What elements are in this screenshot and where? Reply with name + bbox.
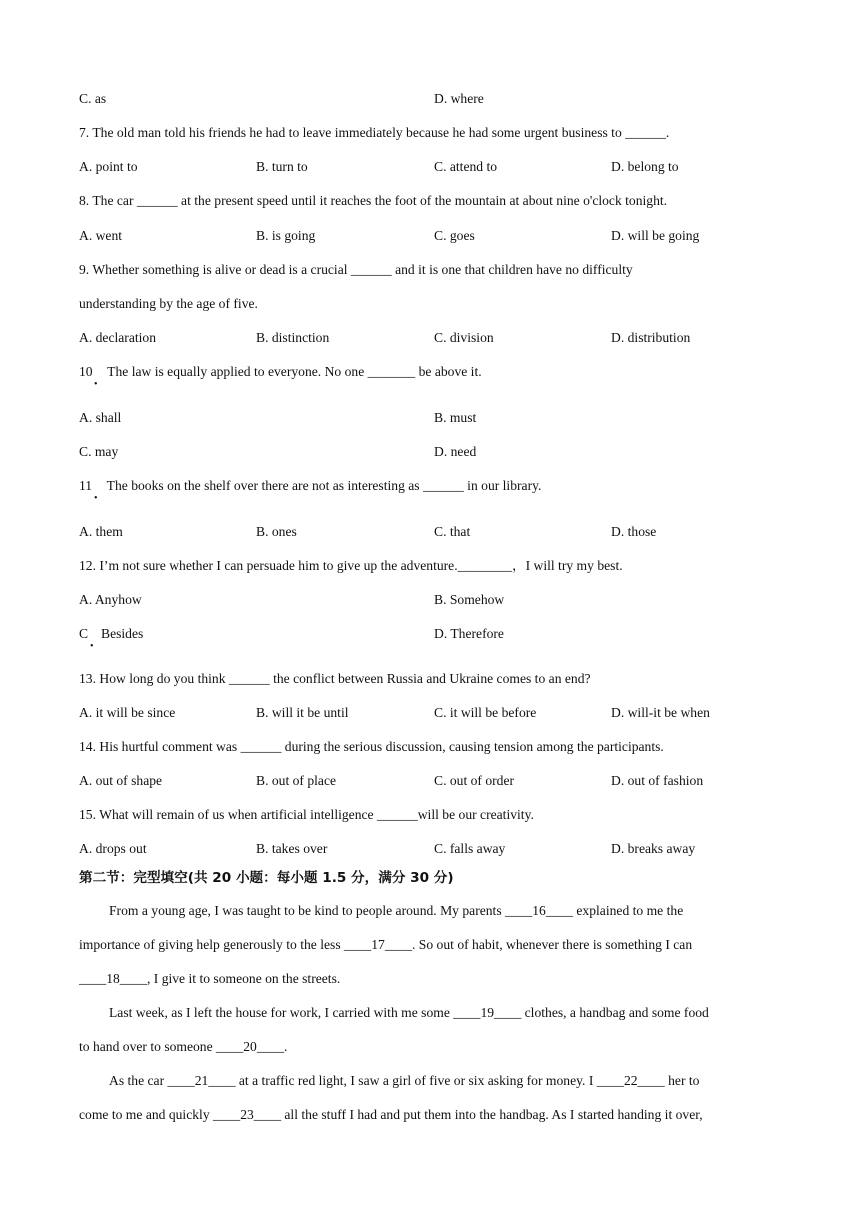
passage-line: importance of giving help generously to the less ____17____. So out of habit, whenever there is something I can bbox=[79, 937, 693, 952]
q15-option-c: C. falls away bbox=[434, 841, 506, 856]
q15-option-d: D. breaks away bbox=[611, 841, 696, 856]
q15-option-a: A. drops out bbox=[79, 841, 147, 856]
passage-line: From a young age, I was taught to be kind to people around. My parents ____16____ explained to me the bbox=[109, 903, 684, 918]
q11-option-d: D. those bbox=[611, 524, 657, 539]
q14-option-a: A. out of shape bbox=[79, 773, 163, 788]
q10-options-row2 bbox=[79, 443, 799, 460]
q11-option-a: A. them bbox=[79, 524, 123, 539]
blank-19: ____19____ bbox=[453, 1005, 522, 1020]
q6-options bbox=[79, 90, 799, 107]
q12-stem: 12. I’m not sure whether I can persuade him to give up the adventure.________，I will try my best. bbox=[79, 558, 623, 573]
q7-option-a: A. point to bbox=[79, 159, 138, 174]
q7-option-d: D. belong to bbox=[611, 159, 679, 174]
q12-option-d: D. Therefore bbox=[434, 626, 504, 641]
q14-option-b: B. out of place bbox=[256, 773, 337, 788]
q6-option-d: D. where bbox=[434, 91, 484, 106]
q6-option-c: C. as bbox=[79, 91, 107, 106]
q12-option-a: A. Anyhow bbox=[79, 592, 142, 607]
q14-option-d: D. out of fashion bbox=[611, 773, 704, 788]
blank-17: ____17____ bbox=[344, 937, 412, 952]
q7-stem: 7. The old man told his friends he had to leave immediately because he had some urgent business to ______. bbox=[79, 125, 670, 140]
passage-line: As the car ____21____ at a traffic red light, I saw a girl of five or six asking for money. I ____22____ her to bbox=[109, 1073, 700, 1088]
q10-stem bbox=[79, 363, 482, 380]
q12-option-c-text: Besides bbox=[101, 626, 144, 641]
passage-line: Last week, as I left the house for work, I carried with me some ____19____ clothes, a handbag and some food bbox=[109, 1005, 709, 1020]
blank-22: ____22____ bbox=[596, 1073, 665, 1088]
q7-option-b: B. turn to bbox=[256, 159, 308, 174]
q9-stem-line2: understanding by the age of five. bbox=[79, 296, 258, 311]
q10-options-row1 bbox=[79, 409, 799, 426]
blank-21: ____21____ bbox=[167, 1073, 236, 1088]
q9-stem-line1: 9. Whether something is alive or dead is a crucial ______ and it is one that children have no difficulty bbox=[79, 262, 633, 277]
q12-option-c-letter: C bbox=[79, 626, 89, 641]
q15-options bbox=[79, 840, 799, 857]
q11-option-c: C. that bbox=[434, 524, 471, 539]
passage-line: come to me and quickly ____23____ all the stuff I had and put them into the handbag. As I started handing it over, bbox=[79, 1107, 703, 1122]
q14-options bbox=[79, 772, 799, 789]
q8-option-d: D. will be going bbox=[611, 228, 700, 243]
q11-dot: • bbox=[94, 493, 98, 504]
q13-option-c: C. it will be before bbox=[434, 705, 537, 720]
q9-option-c: C. division bbox=[434, 330, 494, 345]
q13-stem: 13. How long do you think ______ the conflict between Russia and Ukraine comes to an end? bbox=[79, 671, 591, 686]
q10-option-d: D. need bbox=[434, 444, 477, 459]
q13-option-d: D. will-it be when bbox=[611, 705, 710, 720]
q8-option-b: B. is going bbox=[256, 228, 316, 243]
q11-number: 11 bbox=[79, 478, 93, 493]
q15-stem: 15. What will remain of us when artificial intelligence ______will be our creativity. bbox=[79, 807, 534, 822]
q11-stem-text: The books on the shelf over there are not as interesting as ______ in our library. bbox=[106, 478, 542, 493]
blank-16: ____16____ bbox=[505, 903, 573, 918]
blank-18: ____18____ bbox=[79, 971, 147, 986]
blank-23: ____23____ bbox=[213, 1107, 281, 1122]
q12-options-row1 bbox=[79, 591, 799, 608]
q14-stem: 14. His hurtful comment was ______ during the serious discussion, causing tension among the participants. bbox=[79, 739, 664, 754]
q13-option-a: A. it will be since bbox=[79, 705, 176, 720]
q7-options bbox=[79, 158, 799, 175]
section-2-heading: 第二节：完型填空(共 20 小题：每小题 1.5 分，满分 30 分) bbox=[79, 870, 454, 886]
q8-option-c: C. goes bbox=[434, 228, 475, 243]
q10-option-a: A. shall bbox=[79, 410, 122, 425]
q9-option-d: D. distribution bbox=[611, 330, 691, 345]
q10-number: 10 bbox=[79, 364, 93, 379]
q8-options bbox=[79, 227, 799, 244]
q7-option-c: C. attend to bbox=[434, 159, 498, 174]
q10-option-b: B. must bbox=[434, 410, 477, 425]
q14-option-c: C. out of order bbox=[434, 773, 515, 788]
q11-option-b: B. ones bbox=[256, 524, 297, 539]
q10-stem-text: The law is equally applied to everyone. No one _______ be above it. bbox=[107, 364, 482, 379]
passage-line: ____18____, I give it to someone on the streets. bbox=[79, 971, 341, 986]
q12-option-b: B. Somehow bbox=[434, 592, 505, 607]
q9-option-a: A. declaration bbox=[79, 330, 156, 345]
blank-20: ____20____ bbox=[216, 1039, 285, 1054]
q12-dot: • bbox=[90, 641, 94, 652]
q13-option-b: B. will it be until bbox=[256, 705, 349, 720]
q12-options-row2 bbox=[79, 625, 799, 642]
q15-option-b: B. takes over bbox=[256, 841, 328, 856]
q9-options bbox=[79, 329, 799, 346]
q8-option-a: A. went bbox=[79, 228, 123, 243]
q8-stem: 8. The car ______ at the present speed until it reaches the foot of the mountain at about nine o'clock tonight. bbox=[79, 193, 668, 208]
q10-dot: • bbox=[94, 379, 98, 390]
q10-option-c: C. may bbox=[79, 444, 119, 459]
q11-stem bbox=[79, 477, 541, 494]
q11-options bbox=[79, 523, 799, 540]
q9-option-b: B. distinction bbox=[256, 330, 330, 345]
q13-options bbox=[79, 704, 799, 721]
passage-line: to hand over to someone ____20____. bbox=[79, 1039, 288, 1054]
